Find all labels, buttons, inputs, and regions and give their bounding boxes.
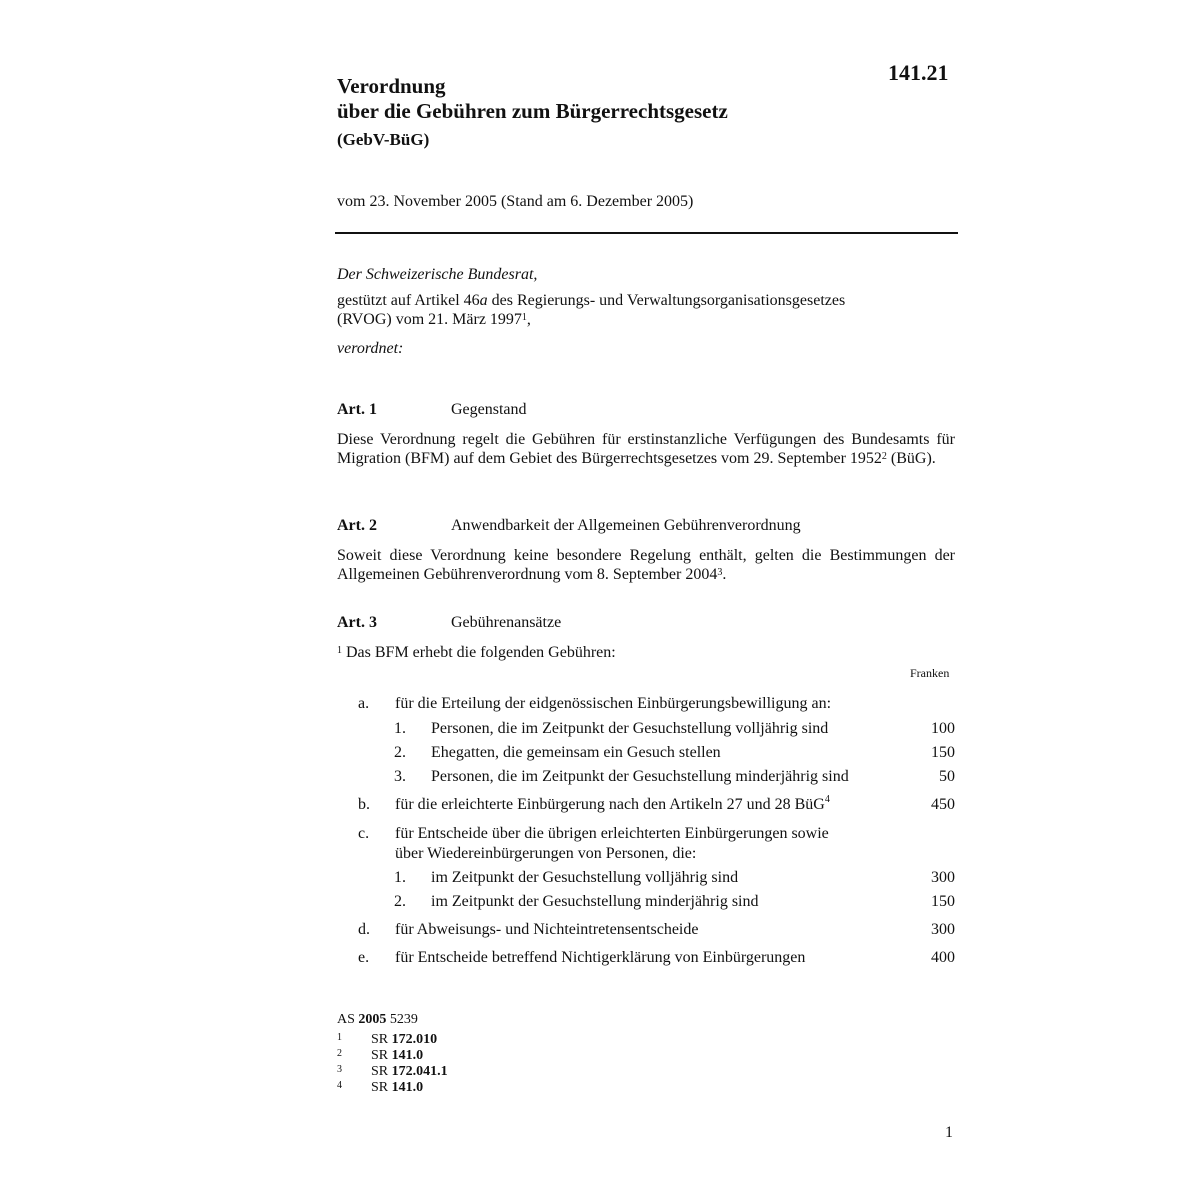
sr-number: 141.21 xyxy=(888,60,949,85)
article-1-number: Art. 1 xyxy=(337,401,377,418)
fee-row: a. für die Erteilung der eidgenössischen Einbürgerungsbewilligung an: xyxy=(358,695,832,712)
fee-amount: 150 xyxy=(931,893,955,910)
header-divider xyxy=(335,232,958,234)
fee-row: 2. Ehegatten, die gemeinsam ein Gesuch stellen 150 xyxy=(394,744,955,761)
preamble-decrees: verordnet: xyxy=(337,340,404,357)
footnote-ref-4: 4 xyxy=(824,794,830,805)
article-2-title: Anwendbarkeit der Allgemeinen Gebührenverordnung xyxy=(451,517,801,534)
fee-amount: 50 xyxy=(939,768,955,785)
preamble-authority: Der Schweizerische Bundesrat, xyxy=(337,266,538,283)
title-line-1: Verordnung xyxy=(337,74,446,98)
fee-row: 1. im Zeitpunkt der Gesuchstellung volljährig sind 300 xyxy=(394,869,955,886)
article-1-text: Diese Verordnung regelt die Gebühren für erstinstanzliche Verfügungen des Bundesamts für Migration (BFM) auf dem Gebiet des Bürgerrechtsgesetzes vom 29. September 1952$^2$ (BüG). xyxy=(337,431,955,467)
fee-amount: 300 xyxy=(931,869,955,886)
fee-amount: 100 xyxy=(931,720,955,737)
fee-amount: 450 xyxy=(931,796,955,813)
official-compilation-ref: AS 2005 5239 xyxy=(337,1012,418,1027)
fee-amount: 300 xyxy=(931,921,955,938)
article-1-title: Gegenstand xyxy=(451,401,527,418)
fee-amount: 150 xyxy=(931,744,955,761)
fee-row: c. für Entscheide über die übrigen erleichterten Einbürgerungen sowie xyxy=(358,825,829,842)
fee-amount: 400 xyxy=(931,949,955,966)
document-page: 141.21 Verordnung über die Gebühren zum Bürgerrechtsgesetz (GebV-BüG) vom 23. November 2005 (Stand am 6. Dezember 2005) Der Schweizerische Bundesrat, gestützt auf Artikel 46a des Regierungs- und Verwaltungsorganisationsgesetzes (RVOG) vom 21. März 1997$^1$, verordnet: Art. 1 Gegenstand Diese Verordnung regelt die Gebühren für erstinstanzliche Verfügungen des Bundesamts für Migration (BFM) auf dem Gebiet des Bürgerrechtsgesetzes vom 29. September 1952$^2$ (BüG). Art. 2 Anwendbarkeit der Allgemeinen Gebührenverordnung Soweit diese Verordnung keine besondere Regelung enthält, gelten die Bestimmungen der Allgemeinen Gebührenverordnung vom 8. September 2004$^3$. Art. 3 Gebührenansätze $^1$ Das BFM erhebt die folgenden Gebühren: Franken a. für die Erteilung der eidgenössischen Einbürgerungsbewilligung an: 1. Personen, die im Zeitpunkt der Gesuchstellung volljährig sind 100 2. Ehegatten, die gemeinsam ein Gesuch stellen 150 3. Personen, die im Zeitpunkt der Gesuchstellung minderjährig sind 50 b. für die erleichterte Einbürgerung nach den Artikeln 27 und 28 BüG$^4$ 450 c. für Entscheide über die übrigen erleichterten Einbürgerungen sowie über Wiedereinbürgerungen von Personen, die: 1. im Zeitpunkt der Gesuchstellung volljährig sind 300 2. im Zeitpunkt der Gesuchstellung minderjährig sind 150 d. für Abweisungs- und Nichteintretensentscheide 300 e. für Entscheide betreffend Nichtigerklärung von Einbürgerungen 400 AS 2005 5239 1 SR 172.010 2 SR 141.0 3 SR 172.041.1 4 SR 141.0 1 xyxy=(0,0,1200,1200)
title-line-2: über die Gebühren zum Bürgerrechtsgesetz xyxy=(337,99,728,123)
footnote-ref-3: 3 xyxy=(717,567,723,578)
article-3-title: Gebührenansätze xyxy=(451,614,562,631)
fee-row: b. für die erleichterte Einbürgerung nach den Artikeln 27 und 28 BüG$^4$ 450 xyxy=(358,794,955,813)
footnote-ref-2: 2 xyxy=(881,451,887,462)
article-2-number: Art. 2 xyxy=(337,517,377,534)
article-3-number: Art. 3 xyxy=(337,614,377,631)
fee-row: 1. Personen, die im Zeitpunkt der Gesuchstellung volljährig sind 100 xyxy=(394,720,955,737)
page-number: 1 xyxy=(945,1124,953,1141)
fee-row: über Wiedereinbürgerungen von Personen, die: xyxy=(395,845,697,862)
fee-row: 2. im Zeitpunkt der Gesuchstellung minderjährig sind 150 xyxy=(394,893,955,910)
paragraph-number: 1 xyxy=(337,645,342,656)
fee-row: d. für Abweisungs- und Nichteintretensentscheide 300 xyxy=(358,921,955,938)
fee-row: e. für Entscheide betreffend Nichtigerklärung von Einbürgerungen 400 xyxy=(358,949,955,966)
footnote-ref-1: 1 xyxy=(521,312,527,323)
date-line: vom 23. November 2005 (Stand am 6. Dezember 2005) xyxy=(337,193,694,210)
title-abbreviation: (GebV-BüG) xyxy=(337,130,430,149)
document-title xyxy=(337,74,728,124)
preamble-basis: gestützt auf Artikel 46a des Regierungs- und Verwaltungsorganisationsgesetzes (RVOG) vom 21. März 1997$^1$, xyxy=(337,292,846,328)
article-2-text: Soweit diese Verordnung keine besondere Regelung enthält, gelten die Bestimmungen der Allgemeinen Gebührenverordnung vom 8. September 2004$^3$. xyxy=(337,547,955,583)
fee-unit-header: Franken xyxy=(910,666,950,680)
fee-row: 3. Personen, die im Zeitpunkt der Gesuchstellung minderjährig sind 50 xyxy=(394,768,955,785)
article-3-intro: $^1$ Das BFM erhebt die folgenden Gebühren: xyxy=(337,644,616,661)
